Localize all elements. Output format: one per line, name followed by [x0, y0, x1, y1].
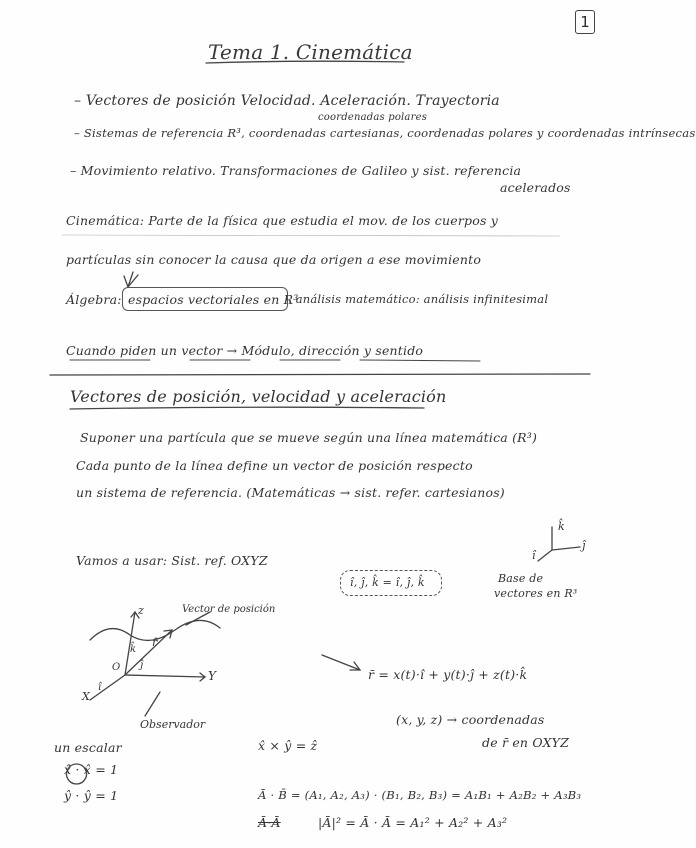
small-axis-j-label: ĵ [582, 539, 586, 552]
bullet-2-annotation: coordenadas polares [318, 112, 428, 123]
bullet-relative-motion: – Movimiento relativo. Transformaciones de Galileo y sist. referencia [70, 163, 522, 178]
small-axis-i [538, 550, 552, 561]
small-axis-k-label: k̂ [558, 520, 565, 533]
diagram-label-r: r̄ [152, 636, 158, 649]
axes-caption-1: Base de [498, 572, 544, 585]
algebra-boxed-text: espacios vectoriales en R³ [128, 292, 299, 307]
diagram-label-origin: O [112, 662, 121, 673]
bullet-reference-systems: – Sistemas de referencia R³, coordenadas cartesianas, coordenadas polares y coordenadas intrínsecas [74, 126, 696, 140]
axes-caption-2: vectores en R³ [494, 587, 578, 600]
scalar-label: un escalar [54, 740, 122, 755]
section-divider [50, 374, 590, 375]
scalar-circle [67, 764, 87, 784]
page-number: 1 [575, 10, 595, 34]
vector-definition-line: Cuando piden un vector → Módulo, dirección y sentido [66, 343, 424, 358]
algebra-arrow [124, 272, 138, 287]
small-axis-i-label: î [532, 549, 536, 562]
algebra-suffix: , análisis matemático: análisis infinitesimal [288, 292, 549, 306]
scalar-equation-2: ŷ · ŷ = 1 [64, 788, 119, 803]
small-axis-j [552, 547, 580, 550]
position-equation: r̄ = x(t)·î + y(t)·ĵ + z(t)·k̂ [368, 667, 528, 682]
diagram-label-vector: Vector de posición [182, 604, 276, 615]
scalar-equation-1: x̂ · x̂ = 1 [64, 762, 119, 777]
coords-equation: (x, y, z) → coordenadas [396, 712, 545, 727]
title-underline [206, 61, 404, 63]
diagram-label-y: Y [208, 669, 216, 683]
section-paragraph-3: un sistema de referencia. (Matemáticas → sist. refer. cartesianos) [76, 485, 505, 500]
usage-line: Vamos a usar: Sist. ref. OXYZ [76, 553, 268, 568]
section-heading: Vectores de posición, velocidad y aceleración [70, 387, 447, 406]
diagram-label-i: î [98, 682, 102, 693]
coords-equation-cont: de r̄ en OXYZ [482, 735, 570, 750]
cross-product-equation: x̂ × ŷ = ẑ [258, 738, 318, 753]
bullet-relative-motion-cont: acelerados [500, 180, 571, 195]
section-paragraph-2: Cada punto de la línea define un vector de posición respecto [76, 458, 473, 473]
modulus-equation: |Ā|² = Ā · Ā = A₁² + A₂² + A₃² [318, 815, 508, 830]
bullet-topics: – Vectores de posición Velocidad. Aceleración. Trayectoria [74, 93, 500, 109]
diagram-label-j: ĵ [140, 660, 144, 671]
base-box-text: î, ĵ, k̂ = î, ĵ, k̂ [350, 576, 425, 589]
algebra-prefix: Álgebra: [66, 292, 122, 307]
diagram-observer-pointer [145, 692, 160, 716]
section-paragraph-1: Suponer una partícula que se mueve según una línea matemática (R³) [80, 430, 538, 445]
definition-line-1: Cinemática: Parte de la física que estudia el mov. de los cuerpos y [66, 213, 498, 228]
modulus-crossed: Ā·Ā [258, 815, 281, 830]
diagram-label-x: X [82, 690, 90, 703]
diagram-label-z: z [138, 604, 144, 617]
page-title: Tema 1. Cinemática [208, 40, 413, 64]
section-underline [70, 407, 424, 409]
dot-product-equation: Ā · B̄ = (A₁, A₂, A₃) · (B₁, B₂, B₃) = A₁B₁ + A₂B₂ + A₃B₃ [258, 788, 582, 802]
diagram-axis-x [90, 675, 125, 700]
ruling-line [62, 235, 560, 236]
diagram-label-k: k̂ [130, 644, 137, 655]
definition-line-2: partículas sin conocer la causa que da origen a ese movimiento [66, 252, 482, 267]
diagram-label-observer: Observador [140, 718, 206, 731]
diagram-axis-y [125, 675, 205, 677]
vector-line-underline [70, 360, 480, 361]
